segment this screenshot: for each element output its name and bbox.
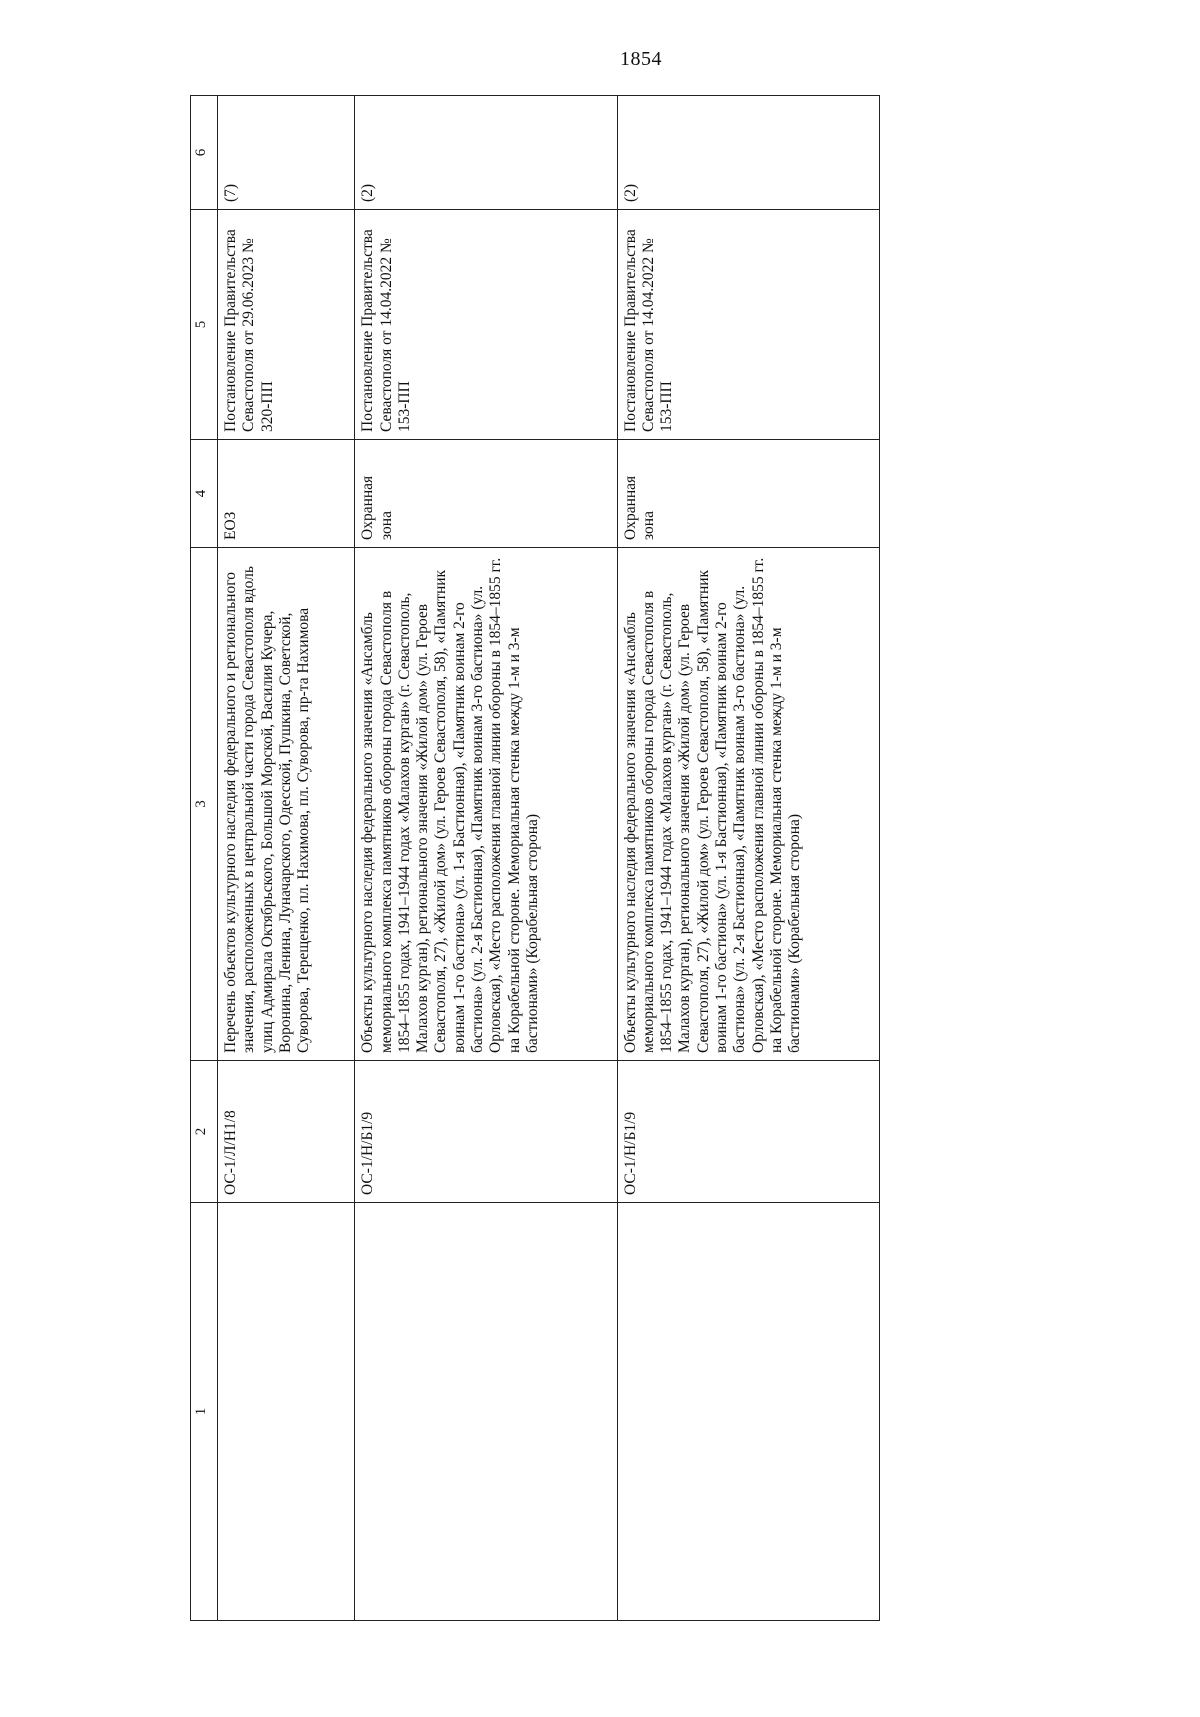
table-row: [355, 96, 617, 1621]
page-number: 1854: [620, 48, 662, 70]
cell-code: ОС-1/Л/Н1/8: [218, 1061, 355, 1203]
cell-note: (2): [355, 96, 617, 210]
header-col-1: 1: [191, 1203, 218, 1621]
table-header-row: [191, 96, 218, 1621]
cell-note: (2): [617, 96, 879, 210]
cell-document: Постановление Правительства Севастополя от 14.04.2022 № 153-ПП: [355, 210, 617, 440]
cell-zone: Охранная зона: [617, 440, 879, 548]
cell-code: ОС-1/Н/Б1/9: [355, 1061, 617, 1203]
table-row: [617, 96, 879, 1621]
table-frame: [190, 96, 880, 1621]
cell-document: Постановление Правительства Севастополя от 14.04.2022 № 153-ПП: [617, 210, 879, 440]
data-table: [190, 95, 880, 1621]
cell-zone: Охранная зона: [355, 440, 617, 548]
cell-code: ОС-1/Н/Б1/9: [617, 1061, 879, 1203]
cell-description: Объекты культурного наследия федерального значения «Ансамбль мемориального комплекса памятников обороны города Севастополя в 1854–1855 годах, 1941–1944 годах «Малахов курган» (г. Севастополь, Малахов курган), регионального значения «Жилой дом» (ул. Героев Севастополя, 27), «Жилой дом» (ул. Героев Севастополя, 58), «Памятник воинам 1-го бастиона» (ул. 1-я Бастионная), «Памятник воинам 2-го бастиона» (ул. 2-я Бастионная), «Памятник воинам 3-го бастиона» (ул. Орловская), «Место расположения главной линии обороны в 1854–1855 гг. на Корабельной стороне. Мемориальная стенка между 1-м и 3-м бастионами» (Корабельная сторона): [617, 548, 879, 1061]
cell-zone: ЕОЗ: [218, 440, 355, 548]
cell-document: Постановление Правительства Севастополя от 29.06.2023 № 320-ПП: [218, 210, 355, 440]
cell-col1: [617, 1203, 879, 1621]
cell-description: Перечень объектов культурного наследия федерального и регионального значения, расположенных в центральной части города Севастополя вдоль улиц Адмирала Октябрьского, Большой Морской, Василия Кучера, Воронина, Ленина, Луначарского, Одесской, Пушкина, Советской, Суворова, Терещенко, пл. Нахимова, пл. Суворова, пр-та Нахимова: [218, 548, 355, 1061]
cell-col1: [355, 1203, 617, 1621]
header-col-3: 3: [191, 548, 218, 1061]
header-col-6: 6: [191, 96, 218, 210]
header-col-5: 5: [191, 210, 218, 440]
header-col-2: 2: [191, 1061, 218, 1203]
table-row: [218, 96, 355, 1621]
rotated-table-container: [190, 96, 880, 1621]
cell-col1: [218, 1203, 355, 1621]
header-col-4: 4: [191, 440, 218, 548]
cell-description: Объекты культурного наследия федерального значения «Ансамбль мемориального комплекса памятников обороны города Севастополя в 1854–1855 годах, 1941–1944 годах «Малахов курган» (г. Севастополь, Малахов курган), регионального значения «Жилой дом» (ул. Героев Севастополя, 27), «Жилой дом» (ул. Героев Севастополя, 58), «Памятник воинам 1-го бастиона» (ул. 1-я Бастионная), «Памятник воинам 2-го бастиона» (ул. 2-я Бастионная), «Памятник воинам 3-го бастиона» (ул. Орловская), «Место расположения главной линии обороны в 1854–1855 гг. на Корабельной стороне. Мемориальная стенка между 1-м и 3-м бастионами» (Корабельная сторона): [355, 548, 617, 1061]
cell-note: (7): [218, 96, 355, 210]
